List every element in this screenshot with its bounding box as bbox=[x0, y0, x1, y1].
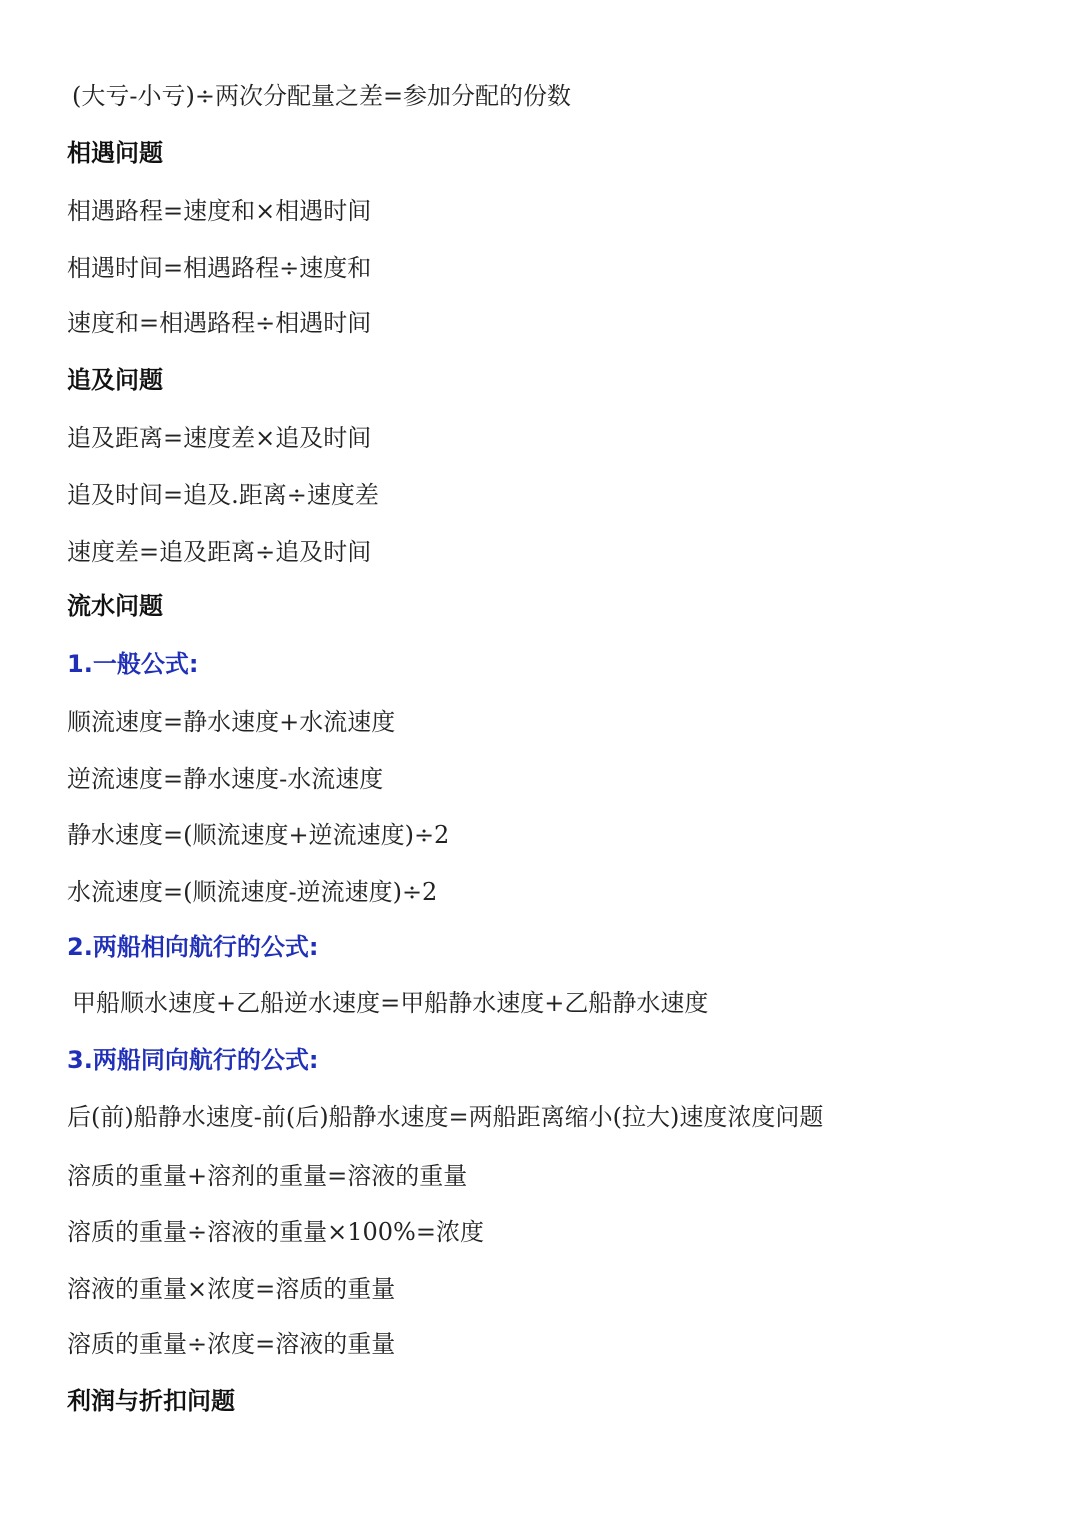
subheading-same-direction-boats: 3.两船同向航行的公式: bbox=[67, 1046, 319, 1074]
formula-current-speed: 水流速度=(顺流速度-逆流速度)÷2 bbox=[67, 878, 438, 906]
heading-chase-problem: 追及问题 bbox=[67, 366, 163, 394]
heading-meeting-problem: 相遇问题 bbox=[67, 139, 163, 167]
heading-profit-discount-problem: 利润与折扣问题 bbox=[67, 1387, 235, 1415]
formula-solute-weight: 溶液的重量×浓度=溶质的重量 bbox=[67, 1275, 396, 1303]
formula-speed-difference: 速度差=追及距离÷追及时间 bbox=[67, 538, 372, 566]
formula-solution-from-concentration: 溶质的重量÷浓度=溶液的重量 bbox=[67, 1330, 396, 1358]
formula-still-water-speed: 静水速度=(顺流速度+逆流速度)÷2 bbox=[67, 821, 450, 849]
formula-distribution-shares: (大亏-小亏)÷两次分配量之差=参加分配的份数 bbox=[72, 82, 572, 110]
formula-concentration: 溶质的重量÷溶液的重量×100%=浓度 bbox=[67, 1218, 484, 1246]
formula-solution-weight: 溶质的重量+溶剂的重量=溶液的重量 bbox=[67, 1162, 468, 1190]
formula-downstream-speed: 顺流速度=静水速度+水流速度 bbox=[67, 708, 396, 736]
formula-upstream-speed: 逆流速度=静水速度-水流速度 bbox=[67, 765, 384, 793]
subheading-general-formula: 1.一般公式: bbox=[67, 650, 199, 678]
formula-chase-time: 追及时间=追及.距离÷速度差 bbox=[67, 481, 379, 509]
formula-same-direction-boats: 后(前)船静水速度-前(后)船静水速度=两船距离缩小(拉大)速度浓度问题 bbox=[67, 1103, 824, 1131]
subheading-opposite-boats: 2.两船相向航行的公式: bbox=[67, 933, 319, 961]
formula-speed-sum: 速度和=相遇路程÷相遇时间 bbox=[67, 309, 372, 337]
formula-chase-distance: 追及距离=速度差×追及时间 bbox=[67, 424, 372, 452]
formula-meeting-time: 相遇时间=相遇路程÷速度和 bbox=[67, 254, 372, 282]
formula-meeting-distance: 相遇路程=速度和×相遇时间 bbox=[67, 197, 372, 225]
formula-opposite-boats: 甲船顺水速度+乙船逆水速度=甲船静水速度+乙船静水速度 bbox=[72, 989, 709, 1017]
heading-current-problem: 流水问题 bbox=[67, 592, 163, 620]
